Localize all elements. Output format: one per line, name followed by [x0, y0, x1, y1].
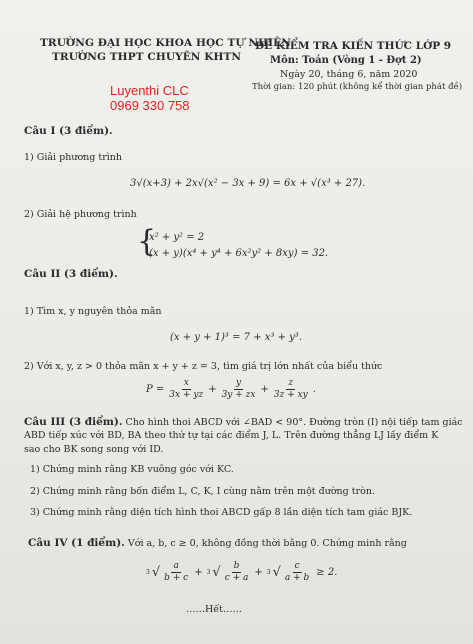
section-4-heading: Câu IV (1 điểm). [28, 537, 125, 549]
expression-P: P = $\frac{x}{3x + yz}$ + $\frac{y}{3y + zx}$ + $\frac{z}{3z + xy}$ . [146, 378, 316, 400]
fraction-3: $\frac{z}{3z + xy}$ [273, 378, 308, 400]
section-2-heading: Câu II (3 điểm). [24, 268, 118, 280]
inequality: 3 √ $\frac{a}{b + c}$ + 3 √ $\frac{b}{c + a}$ + 3 √ $\frac{c}{a + b}$ ≥ 2. [146, 561, 338, 583]
radical-fraction-3: $\frac{c}{a + b}$ [284, 561, 310, 583]
watermark-line1: Luyenthi CLC [110, 83, 189, 98]
section-3-question2: 2) Chứng minh rằng bốn điểm L, C, K, I cùng nằm trên một đường tròn. [30, 486, 375, 497]
section-1-part1-label: 1) Giải phương trình [24, 152, 123, 163]
exam-title: ĐỀ KIỂM TRA KIẾN THỨC LỚP 9 [255, 40, 452, 52]
fraction-1: $\frac{x}{3x + yz}$ [169, 378, 204, 400]
end-marker: ……Hết…… [186, 604, 242, 615]
watermark-line2: 0969 330 758 [110, 98, 190, 113]
section-1-equation: 3√(x+3) + 2x√(x² − 3x + 9) = 6x + √(x³ + 27). [130, 178, 366, 189]
system-equation-1: x² + y² = 2 [149, 232, 205, 243]
school-subname: TRƯỜNG THPT CHUYÊN KHTN [52, 51, 242, 63]
radical-fraction-1: $\frac{a}{b + c}$ [164, 561, 189, 583]
exam-duration: Thời gian: 120 phút (không kể thời gian phát đề) [252, 82, 463, 92]
section-3-heading: Câu III (3 điểm). [24, 416, 123, 428]
section-4-intro: Câu IV (1 điểm). Với a, b, c ≥ 0, không đồng thời bằng 0. Chứng minh rằng [28, 537, 407, 549]
section-3-intro-line1: Câu III (3 điểm). Cho hình thoi ABCD với ∠BAD < 90°. Đường tròn (I) nội tiếp tam giác [24, 416, 463, 428]
exam-subject: Môn: Toán (Vòng 1 - Đợt 2) [270, 55, 422, 66]
fraction-2: $\frac{y}{3y + zx}$ [221, 378, 256, 400]
school-name: TRƯỜNG ĐẠI HỌC KHOA HỌC TỰ NHIÊN [40, 37, 291, 49]
section-3-intro-line3: sao cho BK song song với ID. [24, 444, 164, 455]
exam-date: Ngày 20, tháng 6, năm 2020 [280, 69, 418, 80]
section-3-question1: 1) Chứng minh rằng KB vuông góc với KC. [30, 464, 234, 475]
section-2-part2-label: 2) Với x, y, z > 0 thỏa mãn x + y + z = 3, tìm giá trị lớn nhất của biểu thức [24, 361, 383, 372]
system-equation-2: (x + y)(x⁴ + y⁴ + 6x²y² + 8xy) = 32. [149, 248, 329, 259]
system-brace: { [137, 224, 157, 259]
radical-fraction-2: $\frac{b}{c + a}$ [224, 561, 249, 583]
section-1-part2-label: 2) Giải hệ phương trình [24, 209, 137, 220]
section-2-equation: (x + y + 1)³ = 7 + x³ + y³. [170, 332, 302, 343]
section-1-heading: Câu I (3 điểm). [24, 125, 113, 137]
section-3-intro-line2: ABD tiếp xúc với BD, BA theo thứ tự tại các điểm J, L. Trên đường thẳng LJ lấy điểm K [24, 430, 439, 441]
section-3-question3: 3) Chứng minh rằng diện tích hình thoi ABCD gấp 8 lần diện tích tam giác BJK. [30, 507, 413, 518]
P-label: P = [146, 384, 165, 395]
section-2-part1-label: 1) Tìm x, y nguyên thỏa mãn [24, 306, 162, 317]
